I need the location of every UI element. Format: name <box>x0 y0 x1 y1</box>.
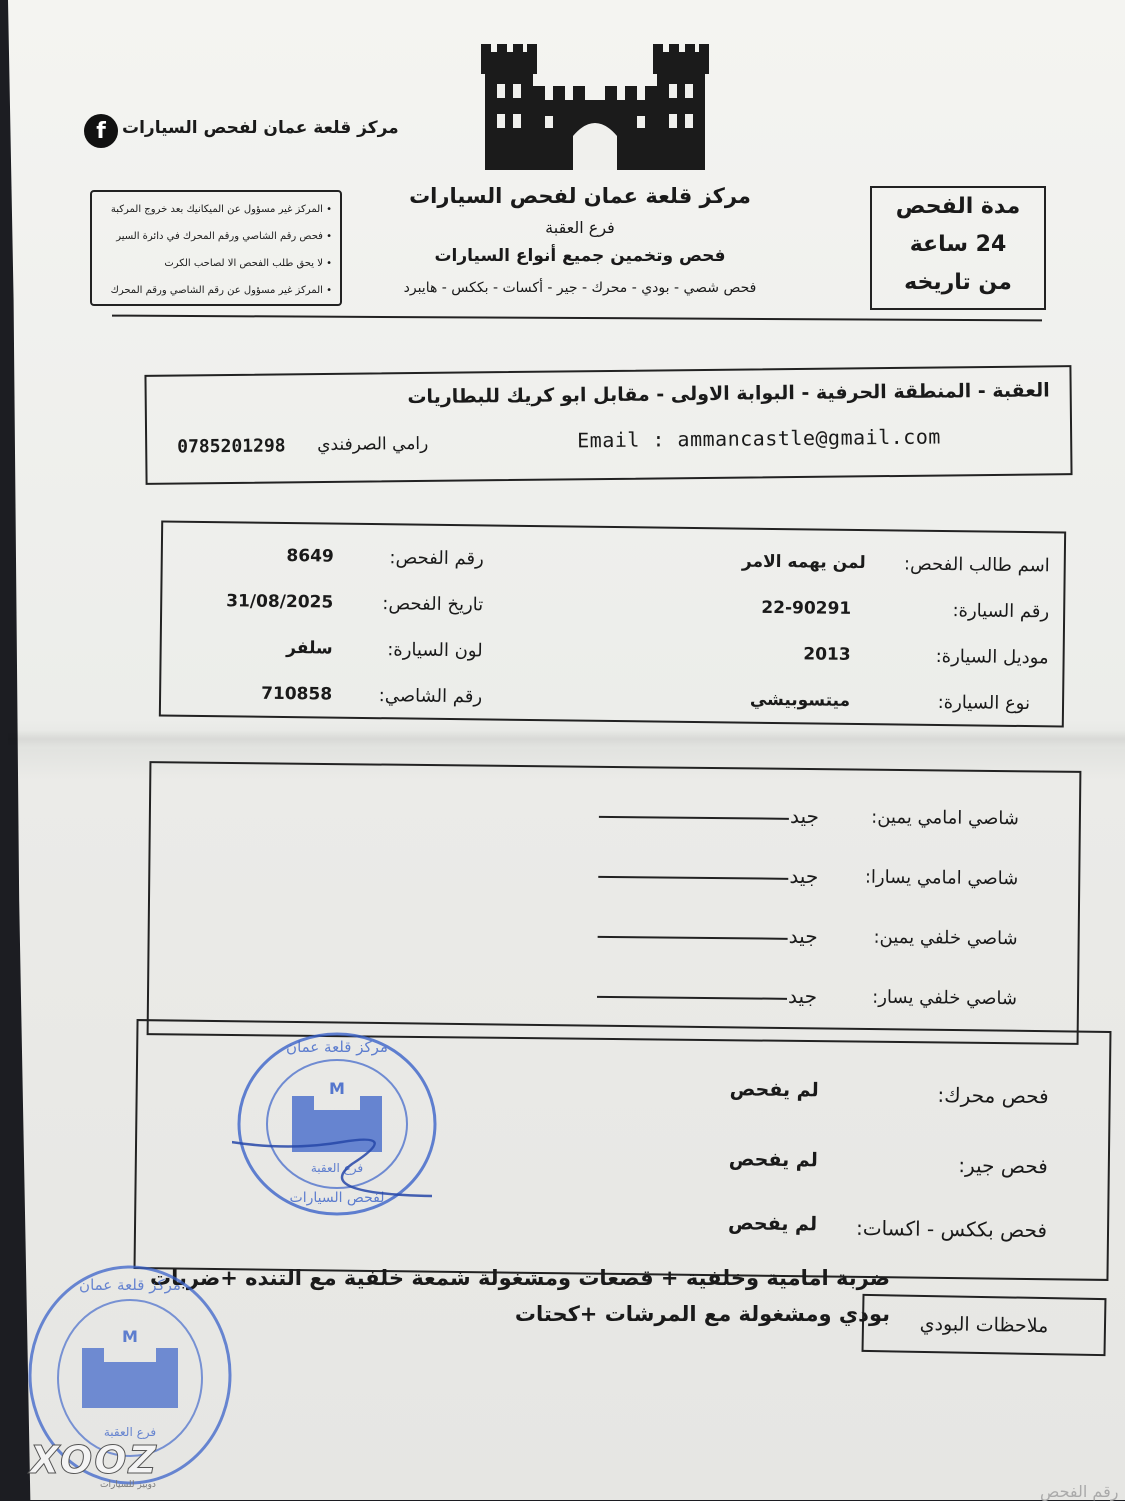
model-value: 2013 <box>803 644 851 665</box>
dash-line <box>598 936 788 940</box>
body-notes-line: بودي ومشغولة مع المرشات +كحتات <box>514 1302 890 1326</box>
applicant-label: اسم طالب الفحص: <box>903 553 1050 577</box>
center-subtitle: فحص وتخمين جميع أنواع السيارات <box>434 246 726 266</box>
inspection-date-value: 31/08/2025 <box>226 591 334 613</box>
rule-item: • المركز غير مسؤول عن الميكانيك بعد خروج المركبة <box>110 204 332 215</box>
engine-value: لم يفحص <box>729 1078 819 1102</box>
body-notes-line: ضربة امامية وخلفية + قصعات ومشغولة شمعة خلفية مع التنده +ضربات <box>150 1266 890 1290</box>
castle-logo-icon <box>475 40 715 175</box>
address: العقبة - المنطقة الحرفية - البوابة الاولى - مقابل ابو كريك للبطاريات <box>407 379 1050 409</box>
chassis-number-label: رقم الشاصي: <box>378 685 483 708</box>
facebook-icon: f <box>84 114 118 148</box>
stamp-ring-text: مركز قلعة عمان <box>286 1038 388 1056</box>
chassis-front-right-value: جيد <box>789 803 820 829</box>
model-label: موديل السيارة: <box>935 645 1049 669</box>
chassis-rear-left-value: جيد <box>788 983 818 1009</box>
duration-from: من تاريخه <box>904 270 1012 295</box>
chassis-rear-right-label: شاصي خلفي يمين: <box>873 926 1018 950</box>
type-label: نوع السيارة: <box>937 691 1031 715</box>
chassis-rear-left-label: شاصي خلفي يسار: <box>872 986 1018 1010</box>
inspection-info-box <box>159 520 1066 727</box>
paper-fold <box>8 730 1125 748</box>
stamp-bottom-text: لفحص السيارات <box>289 1190 385 1206</box>
stamp-branch: فرع العقبة <box>310 1161 364 1175</box>
body-notes-text <box>150 1260 890 1332</box>
inspection-date-label: تاريخ الفحص: <box>382 593 484 616</box>
rule-item: • فحص رقم الشاصي ورقم المحرك في دائرة السير <box>116 231 332 242</box>
axles-label: فحص بككس - اكسات: <box>855 1215 1048 1243</box>
rule-item: • المركز غير مسؤول عن رقم الشاصي ورقم المحرك <box>110 285 332 296</box>
type-value: ميتسوبيشي <box>749 689 851 711</box>
phone-number: 0785201298 <box>177 435 286 458</box>
center-title: مركز قلعة عمان لفحص السيارات <box>409 184 751 208</box>
branch-name: فرع العقبة <box>545 218 615 237</box>
plate-label: رقم السيارة: <box>952 600 1050 623</box>
chassis-front-right-label: شاصي امامي يمين: <box>871 806 1020 830</box>
inspection-number-label: رقم الفحص: <box>389 547 484 570</box>
stamp-branch: فرع العقبة <box>103 1425 157 1439</box>
chassis-box <box>147 761 1082 1045</box>
chassis-number-value: 710858 <box>261 683 333 705</box>
email: Email : ammancastle@gmail.com <box>577 424 941 453</box>
dash-line <box>597 996 787 1000</box>
official-stamp <box>232 1024 442 1224</box>
watermark-subtitle: دوبيز للسيارات <box>100 1480 156 1490</box>
contact-box <box>144 365 1072 485</box>
dash-line <box>598 876 788 880</box>
services-list: فحص شصي - بودي - محرك - جير - أكسات - بككس - هايبرد <box>403 280 757 296</box>
chassis-front-left-label: شاصي امامي يسارا: <box>864 866 1019 890</box>
car-color-value: سلفر <box>286 638 333 659</box>
chassis-rear-right-value: جيد <box>788 923 818 949</box>
engine-label: فحص محرك: <box>937 1082 1049 1109</box>
stamp-letter: M <box>329 1079 345 1098</box>
body-notes-label: ملاحظات البودي <box>862 1294 1107 1356</box>
rules-box <box>90 190 342 306</box>
owner-name: رامي الصرفندي <box>317 433 429 456</box>
chassis-front-left-value: جيد <box>789 863 819 889</box>
rule-item: • لا يحق طلب الفحص الا لصاحب الكرت <box>164 258 332 269</box>
applicant-value: لمن يهمه الامر <box>741 551 866 574</box>
plate-value: 22-90291 <box>761 597 852 619</box>
dash-line <box>599 816 789 820</box>
gear-label: فحص جير: <box>958 1153 1048 1179</box>
stamp-letter: M <box>122 1327 138 1346</box>
car-color-label: لون السيارة: <box>387 639 483 662</box>
watermark-logo: XOOZ <box>30 1438 159 1482</box>
facebook-page-name: مركز قلعة عمان لفحص السيارات <box>122 118 399 138</box>
corner-text: رقم الفحص <box>1040 1482 1119 1501</box>
inspection-number-value: 8649 <box>286 546 334 567</box>
duration-title: مدة الفحص <box>895 194 1021 219</box>
gear-value: لم يفحص <box>728 1148 819 1172</box>
duration-hours: 24 ساعة <box>909 232 1007 257</box>
duration-box <box>870 186 1046 310</box>
axles-value: لم يفحص <box>727 1212 818 1236</box>
stamp-ring-text: مركز قلعة عمان <box>79 1276 181 1294</box>
